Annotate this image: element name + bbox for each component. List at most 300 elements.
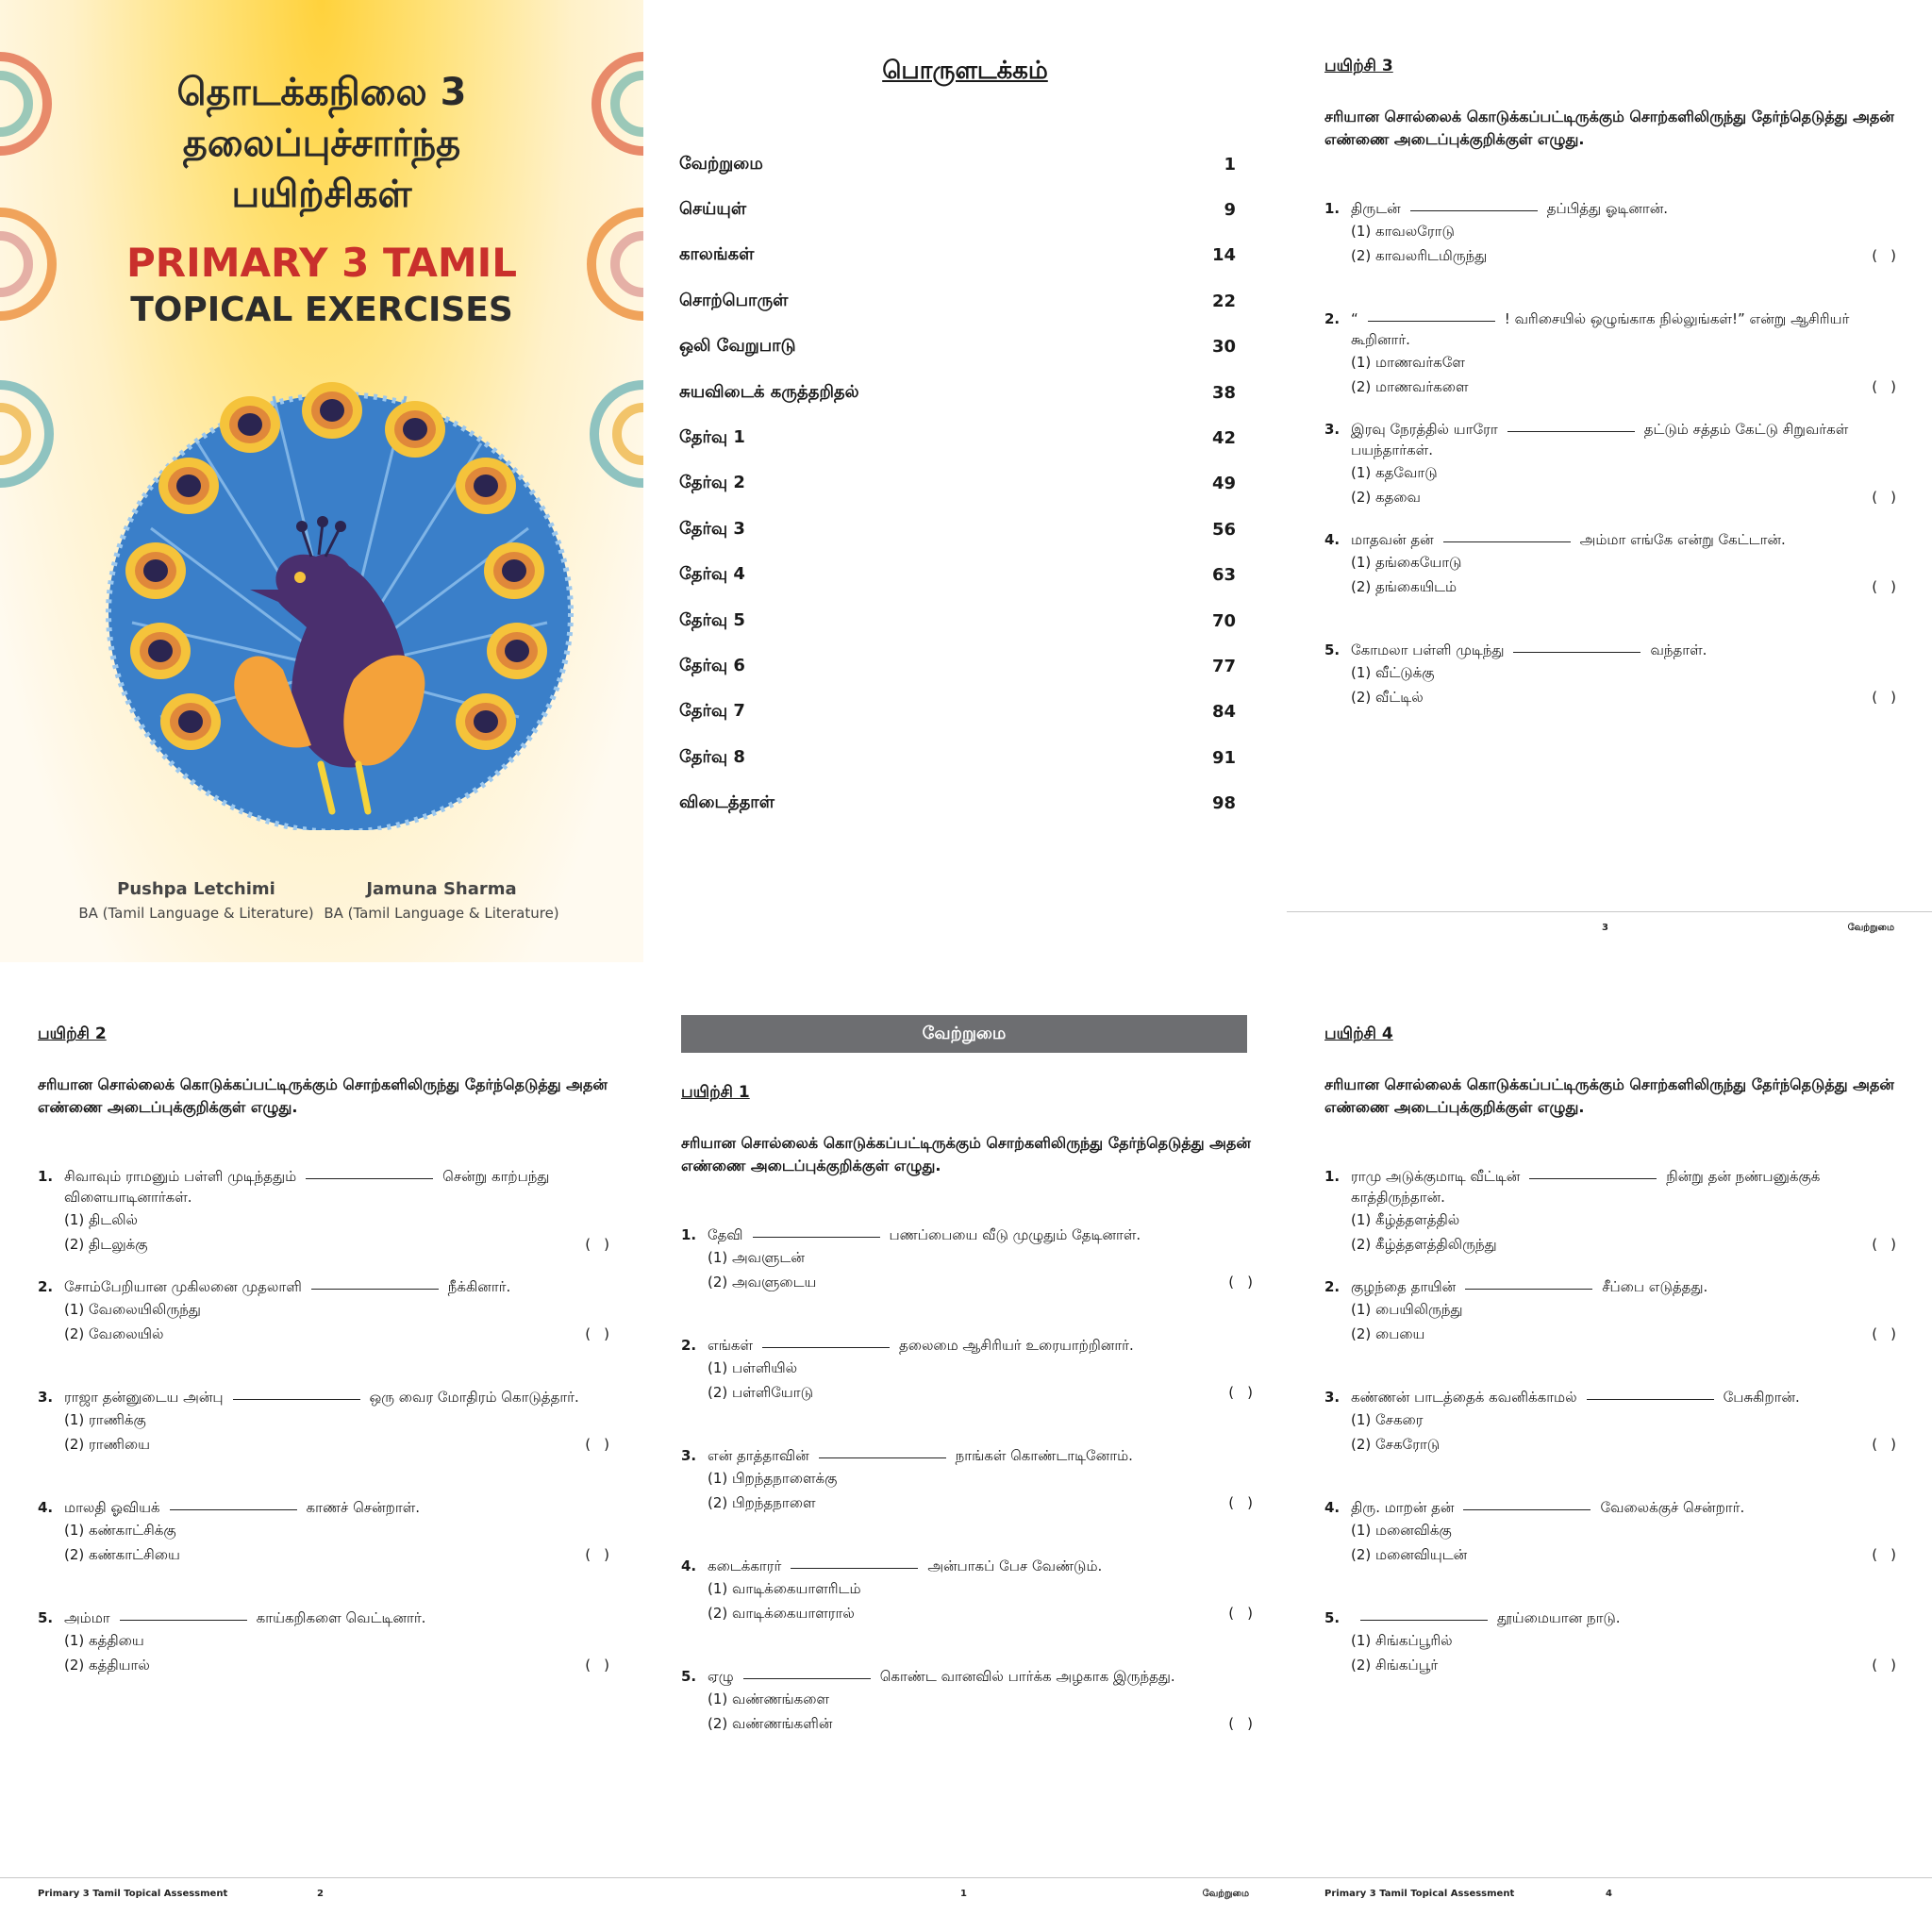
question-number: 2. (1324, 1278, 1341, 1295)
toc-entry-page: 63 (1211, 565, 1236, 586)
exercise-3-page (1287, 0, 1932, 962)
question-text-before: எங்கள் (708, 1337, 753, 1354)
answer-blank (1463, 1497, 1591, 1510)
toc-entry-page: 98 (1211, 793, 1236, 814)
question-number: 2. (1324, 310, 1341, 327)
toc-entry-label: சுயவிடைக் கருத்தறிதல் (679, 381, 859, 402)
question (681, 1445, 1266, 1515)
question-text-before: ஏழு (708, 1668, 734, 1685)
option-number: (2) (1351, 489, 1372, 506)
toc-entry-page: 30 (1211, 337, 1236, 358)
answer-bracket[interactable]: () (1872, 1546, 1909, 1563)
option-text: வண்ணங்களின் (732, 1715, 833, 1732)
cover-title-tamil-line-2: தலைப்புச்சார்ந்த (182, 122, 461, 165)
footer-rule (1287, 1877, 1932, 1878)
question (681, 1556, 1266, 1625)
toc-entry-label: தேர்வு 4 (679, 564, 745, 585)
question-text-before: ராஜா தன்னுடைய அன்பு (64, 1389, 224, 1406)
answer-bracket[interactable]: () (1872, 689, 1909, 706)
answer-option (1324, 350, 1909, 375)
question-text-after: ஒரு வைர மோதிரம் கொடுத்தார். (369, 1389, 579, 1406)
answer-option (38, 1322, 623, 1346)
answer-option (1324, 1232, 1909, 1257)
toc-entry-page: 56 (1211, 519, 1236, 540)
question-text-continued: காத்திருந்தான். (1351, 1189, 1445, 1206)
answer-option (681, 1466, 1266, 1491)
option-text: கண்காட்சிக்கு (89, 1522, 176, 1539)
question-text-before: “ (1351, 310, 1358, 327)
option-number: (1) (708, 1249, 728, 1266)
toc-entry[interactable] (679, 780, 1236, 825)
question (1324, 1607, 1909, 1677)
question (1324, 529, 1909, 599)
exercise-instruction: சரியான சொல்லைக் கொடுக்கப்பட்டிருக்கும் சொற்களிலிருந்து தேர்ந்தெடுத்து அதன் எண்ணை அடைப்புக்குறிக்குள் எழுது. (681, 1134, 1251, 1174)
answer-bracket[interactable]: () (1228, 1274, 1266, 1291)
option-number: (1) (1351, 664, 1372, 681)
option-text: கதவை (1375, 489, 1421, 506)
question-text-before: தேவி (708, 1226, 743, 1243)
answer-blank (1465, 1276, 1592, 1290)
answer-option (681, 1380, 1266, 1405)
question-text-continued: கூறினார். (1351, 331, 1410, 348)
option-text: கண்காட்சியை (89, 1546, 180, 1563)
question-sentence (1324, 1497, 1909, 1518)
toc-entry-label: தேர்வு 8 (679, 746, 745, 767)
question (681, 1335, 1266, 1405)
option-number: (1) (1351, 1522, 1372, 1539)
question (1324, 198, 1909, 268)
toc-entry-label: தேர்வு 1 (679, 427, 745, 448)
toc-entry[interactable] (679, 187, 1236, 232)
option-number: (2) (1351, 378, 1372, 395)
question (1324, 419, 1909, 509)
option-number: (2) (708, 1605, 728, 1622)
option-number: (1) (1351, 1301, 1372, 1318)
toc-entry[interactable] (679, 735, 1236, 780)
footer-rule (643, 1877, 1287, 1878)
answer-bracket[interactable]: () (1872, 578, 1909, 595)
toc-entry[interactable] (679, 553, 1236, 598)
option-text: சேகரை (1375, 1411, 1424, 1428)
question-sentence (1324, 1387, 1909, 1407)
question (681, 1666, 1266, 1736)
question-text-before: சிவாவும் ராமனும் பள்ளி முடிந்ததும் (64, 1168, 297, 1185)
toc-entry[interactable] (679, 325, 1236, 370)
option-text: சிங்கப்பூரில் (1375, 1632, 1453, 1649)
option-text: பள்ளியில் (732, 1359, 798, 1376)
answer-bracket[interactable]: () (585, 1236, 623, 1253)
option-number: (2) (64, 1657, 85, 1674)
question-number: 3. (681, 1447, 697, 1464)
option-text: கதவோடு (1375, 464, 1438, 481)
answer-option (1324, 1322, 1909, 1346)
option-text: வீட்டுக்கு (1375, 664, 1435, 681)
toc-entry-label: விடைத்தாள் (679, 792, 774, 813)
toc-entry-page: 38 (1211, 382, 1236, 403)
answer-option (681, 1601, 1266, 1625)
option-number: (1) (64, 1301, 85, 1318)
question-text-after: பேசுகிறான். (1723, 1389, 1800, 1406)
cover-title-tamil-line-3: பயிற்சிகள் (231, 173, 412, 216)
answer-option (681, 1270, 1266, 1294)
option-text: பிறந்தநாளை (732, 1494, 816, 1511)
answer-blank (233, 1387, 360, 1400)
toc-entry-label: செய்யுள் (679, 199, 747, 220)
exercise-heading: பயிற்சி 1 (681, 1083, 750, 1102)
option-text: காவலரோடு (1375, 223, 1455, 240)
question-text-before: கடைக்காரர் (708, 1557, 782, 1574)
answer-option (38, 1297, 623, 1322)
page-number: 4 (1606, 1889, 1612, 1899)
author-1-name: Pushpa Letchimi (117, 879, 275, 899)
option-number: (2) (708, 1274, 728, 1291)
answer-blank (762, 1335, 890, 1348)
exercise-instruction: சரியான சொல்லைக் கொடுக்கப்பட்டிருக்கும் சொற்களிலிருந்து தேர்ந்தெடுத்து அதன் எண்ணை அடைப்புக்குறிக்குள் எழுது. (1324, 108, 1894, 148)
option-number: (1) (1351, 464, 1372, 481)
toc-entry-page: 70 (1211, 610, 1236, 631)
toc-entry[interactable] (679, 643, 1236, 689)
toc-entry-page: 14 (1211, 245, 1236, 266)
option-number: (2) (64, 1436, 85, 1453)
answer-bracket[interactable]: () (585, 1436, 623, 1453)
question (38, 1387, 623, 1457)
question-number: 2. (38, 1278, 54, 1295)
toc-entry-label: சொற்பொருள் (679, 290, 789, 310)
question-sentence (38, 1387, 623, 1407)
answer-option (681, 1576, 1266, 1601)
answer-blank (1443, 529, 1571, 542)
answer-option (38, 1208, 623, 1232)
toc-entry[interactable] (679, 233, 1236, 278)
answer-blank (1513, 640, 1641, 653)
question-sentence (1324, 198, 1909, 219)
answer-option (38, 1518, 623, 1542)
toc-entry[interactable] (679, 598, 1236, 643)
toc-entry-label: தேர்வு 3 (679, 518, 745, 539)
question-text-after: காணச் சென்றாள். (306, 1499, 420, 1516)
toc-entry[interactable] (679, 507, 1236, 552)
option-number: (1) (1351, 554, 1372, 571)
toc-entry[interactable] (679, 370, 1236, 415)
answer-option (1324, 1407, 1909, 1432)
toc-entry-label: தேர்வு 6 (679, 655, 745, 675)
toc-entry[interactable] (679, 690, 1236, 735)
option-number: (2) (64, 1236, 85, 1253)
answer-bracket[interactable]: () (1872, 1325, 1909, 1342)
answer-option (1324, 660, 1909, 685)
option-text: காவலரிடமிருந்து (1375, 247, 1488, 264)
answer-bracket[interactable]: () (585, 1546, 623, 1563)
page-number: 2 (317, 1889, 324, 1899)
answer-option (1324, 243, 1909, 268)
answer-bracket[interactable]: () (585, 1657, 623, 1674)
option-number: (2) (1351, 1325, 1372, 1342)
answer-blank (120, 1607, 247, 1621)
answer-bracket[interactable]: () (1872, 247, 1909, 264)
question-sentence (681, 1224, 1266, 1245)
footer-book-title: Primary 3 Tamil Topical Assessment (38, 1889, 228, 1899)
question-text-after: காய்கறிகளை வெட்டினார். (256, 1609, 426, 1626)
answer-bracket[interactable]: () (1228, 1494, 1266, 1511)
answer-blank (753, 1224, 880, 1238)
exercise-instruction: சரியான சொல்லைக் கொடுக்கப்பட்டிருக்கும் சொற்களிலிருந்து தேர்ந்தெடுத்து அதன் எண்ணை அடைப்புக்குறிக்குள் எழுது. (38, 1075, 608, 1116)
option-number: (1) (64, 1211, 85, 1228)
exercise-2-page (0, 962, 643, 1932)
toc-entry-page: 22 (1211, 291, 1236, 311)
question-sentence (38, 1497, 623, 1518)
question-text-before: கோமலா பள்ளி முடிந்து (1351, 641, 1505, 658)
toc-entry-page: 9 (1224, 200, 1236, 221)
toc-entry-page: 91 (1211, 747, 1236, 768)
question-number: 5. (38, 1609, 54, 1626)
toc-entry-label: காலங்கள் (679, 244, 755, 265)
toc-entry[interactable] (679, 142, 1236, 187)
answer-option (1324, 1518, 1909, 1542)
question-text-after: பணப்பையை வீடு முழுதும் தேடினாள். (889, 1226, 1141, 1243)
question-text-before: ராமு அடுக்குமாடி வீட்டின் (1351, 1168, 1521, 1185)
option-text: அவளுடைய (732, 1274, 817, 1291)
option-number: (1) (64, 1411, 85, 1428)
question-text-after: சீப்பை எடுத்தது. (1602, 1278, 1708, 1295)
answer-option (1324, 219, 1909, 243)
answer-blank (1410, 198, 1538, 211)
option-number: (2) (1351, 1657, 1372, 1674)
option-number: (2) (64, 1325, 85, 1342)
answer-option (38, 1653, 623, 1677)
option-number: (1) (708, 1690, 728, 1707)
answer-option (681, 1711, 1266, 1736)
answer-blank (1360, 1607, 1488, 1621)
answer-option (1324, 1542, 1909, 1567)
option-text: தங்கையிடம் (1375, 578, 1457, 595)
question-sentence (681, 1335, 1266, 1356)
option-text: தங்கையோடு (1375, 554, 1462, 571)
question-text-after: வேலைக்குச் சென்றார். (1600, 1499, 1745, 1516)
toc-entry-label: வேற்றுமை (679, 153, 763, 174)
option-number: (1) (1351, 1211, 1372, 1228)
answer-blank (1368, 308, 1495, 322)
answer-blank (743, 1666, 871, 1679)
answer-bracket[interactable]: () (1228, 1384, 1266, 1401)
option-text: அவளுடன் (732, 1249, 805, 1266)
toc-entry[interactable] (679, 415, 1236, 460)
peacock-illustration (85, 358, 594, 830)
toc-list (679, 142, 1236, 826)
section-banner: வேற்றுமை (681, 1015, 1247, 1053)
answer-option (681, 1687, 1266, 1711)
toc-entry-page: 49 (1211, 474, 1236, 494)
option-text: வாடிக்கையாளரால் (732, 1605, 855, 1622)
question-text-continued: பயந்தார்கள். (1351, 441, 1433, 458)
answer-option (1324, 575, 1909, 599)
option-text: கீழ்த்தளத்தில் (1375, 1211, 1460, 1228)
answer-bracket[interactable]: () (1228, 1605, 1266, 1622)
answer-bracket[interactable]: () (1872, 1436, 1909, 1453)
option-text: சிங்கப்பூர் (1375, 1657, 1439, 1674)
option-number: (2) (64, 1546, 85, 1563)
option-number: (2) (1351, 1236, 1372, 1253)
option-text: வேலையில் (89, 1325, 164, 1342)
option-text: கத்தியால் (89, 1657, 150, 1674)
author-2 (319, 879, 564, 922)
option-text: வண்ணங்களை (732, 1690, 829, 1707)
question-sentence (1324, 1276, 1909, 1297)
question-text-after: ! வரிசையில் ஒழுங்காக நில்லுங்கள்!” என்று ஆசிரியர் (1504, 310, 1850, 327)
question-sentence (1324, 419, 1909, 440)
question (1324, 308, 1909, 399)
exercise-instruction: சரியான சொல்லைக் கொடுக்கப்பட்டிருக்கும் சொற்களிலிருந்து தேர்ந்தெடுத்து அதன் எண்ணை அடைப்புக்குறிக்குள் எழுது. (1324, 1075, 1894, 1116)
question-text-before: அம்மா (64, 1609, 110, 1626)
exercise-heading: பயிற்சி 4 (1324, 1024, 1393, 1043)
option-number: (1) (1351, 1411, 1372, 1428)
answer-option (681, 1245, 1266, 1270)
author-1-degree: BA (Tamil Language & Literature) (78, 905, 314, 922)
option-text: மனைவியுடன் (1375, 1546, 1468, 1563)
exercise-1-page (643, 962, 1287, 1932)
answer-option (1324, 460, 1909, 485)
question (1324, 1276, 1909, 1346)
cover-subtitle-english: TOPICAL EXERCISES (130, 291, 513, 329)
answer-option (681, 1491, 1266, 1515)
question-sentence (38, 1276, 623, 1297)
answer-bracket[interactable]: () (1872, 1657, 1909, 1674)
question (1324, 1497, 1909, 1567)
question-number: 3. (1324, 1389, 1341, 1406)
answer-bracket[interactable]: () (585, 1325, 623, 1342)
answer-blank (791, 1556, 918, 1569)
question-number: 4. (1324, 1499, 1341, 1516)
answer-option (1324, 685, 1909, 709)
option-text: கீழ்த்தளத்திலிருந்து (1375, 1236, 1497, 1253)
question (38, 1166, 623, 1257)
toc-entry-label: ஒலி வேறுபாடு (679, 336, 796, 357)
answer-option (1324, 1297, 1909, 1322)
answer-option (681, 1356, 1266, 1380)
question (1324, 1166, 1909, 1257)
answer-option (38, 1542, 623, 1567)
question-text-after: அம்மா எங்கே என்று கேட்டான். (1579, 531, 1786, 548)
toc-entry[interactable] (679, 278, 1236, 324)
toc-title: பொருளடக்கம் (882, 57, 1048, 85)
question-number: 1. (681, 1226, 697, 1243)
question-text-after: கொண்ட வானவில் பார்க்க அழகாக இருந்தது. (879, 1668, 1175, 1685)
answer-blank (1529, 1166, 1657, 1179)
question-number: 1. (38, 1168, 54, 1185)
option-number: (2) (1351, 247, 1372, 264)
question-sentence (681, 1666, 1266, 1687)
option-number: (1) (1351, 354, 1372, 371)
question-text-before: திரு. மாறன் தன் (1351, 1499, 1455, 1516)
option-text: பையிலிருந்து (1375, 1301, 1463, 1318)
answer-blank (170, 1497, 297, 1510)
question-text-after: தப்பித்து ஓடினான். (1546, 200, 1669, 217)
question (681, 1224, 1266, 1294)
answer-option (1324, 1208, 1909, 1232)
question-text-after: நாங்கள் கொண்டாடினோம். (955, 1447, 1133, 1464)
answer-bracket[interactable]: () (1872, 1236, 1909, 1253)
option-text: வேலையிலிருந்து (89, 1301, 201, 1318)
question-text-before: சோம்பேறியான முகிலனை முதலாளி (64, 1278, 302, 1295)
answer-option (1324, 1432, 1909, 1457)
option-text: கத்தியை (89, 1632, 144, 1649)
question-sentence (1324, 308, 1909, 329)
question-text-after: அன்பாகப் பேச வேண்டும். (927, 1557, 1103, 1574)
question (1324, 1387, 1909, 1457)
option-number: (1) (708, 1359, 728, 1376)
question-sentence (681, 1445, 1266, 1466)
question-text-continued: விளையாடினார்கள். (64, 1189, 192, 1206)
answer-blank (311, 1276, 439, 1290)
answer-blank (819, 1445, 946, 1458)
question-number: 5. (1324, 1609, 1341, 1626)
author-1 (74, 879, 319, 922)
answer-bracket[interactable]: () (1872, 378, 1909, 395)
toc-entry-label: தேர்வு 2 (679, 473, 745, 493)
page-number: 3 (1602, 923, 1608, 933)
toc-entry-label: தேர்வு 5 (679, 609, 745, 630)
question-sentence (1324, 1166, 1909, 1187)
option-text: வீட்டில் (1375, 689, 1424, 706)
question-number: 1. (1324, 1168, 1341, 1185)
question-text-before: குழந்தை தாயின் (1351, 1278, 1457, 1295)
question-sentence (38, 1607, 623, 1628)
toc-entry[interactable] (679, 461, 1236, 507)
question-sentence (681, 1556, 1266, 1576)
option-text: ராணியை (89, 1436, 150, 1453)
author-2-name: Jamuna Sharma (366, 879, 517, 899)
question-text-before: கண்ணன் பாடத்தைக் கவனிக்காமல் (1351, 1389, 1577, 1406)
answer-bracket[interactable]: () (1228, 1715, 1266, 1732)
question-sentence (1324, 1607, 1909, 1628)
option-text: பள்ளியோடு (732, 1384, 814, 1401)
question-text-after: தட்டும் சத்தம் கேட்டு சிறுவர்கள் (1643, 421, 1849, 438)
option-number: (1) (708, 1470, 728, 1487)
question-sentence (38, 1166, 623, 1187)
toc-entry-label: தேர்வு 7 (679, 701, 745, 722)
author-2-degree: BA (Tamil Language & Literature) (324, 905, 559, 922)
question-number: 4. (38, 1499, 54, 1516)
footer-section: வேற்றுமை (1202, 1889, 1249, 1899)
question-number: 2. (681, 1337, 697, 1354)
question-text-after: தூய்மையான நாடு. (1497, 1609, 1621, 1626)
answer-blank (306, 1166, 433, 1179)
option-number: (2) (708, 1384, 728, 1401)
option-text: மனைவிக்கு (1375, 1522, 1452, 1539)
page-number: 1 (960, 1889, 967, 1899)
option-number: (1) (708, 1580, 728, 1597)
question-number: 1. (1324, 200, 1341, 217)
question (1324, 640, 1909, 709)
question-text-before: என் தாத்தாவின் (708, 1447, 809, 1464)
option-number: (1) (64, 1632, 85, 1649)
toc-entry-page: 1 (1224, 154, 1236, 175)
option-text: ராணிக்கு (89, 1411, 146, 1428)
answer-option (38, 1232, 623, 1257)
answer-option (38, 1628, 623, 1653)
option-number: (2) (708, 1494, 728, 1511)
answer-option (1324, 550, 1909, 575)
option-text: சேகரோடு (1375, 1436, 1441, 1453)
answer-bracket[interactable]: () (1872, 489, 1909, 506)
question-text-before: இரவு நேரத்தில் யாரோ (1351, 421, 1498, 438)
table-of-contents-page (643, 0, 1287, 962)
exercise-heading: பயிற்சி 3 (1324, 57, 1393, 75)
question-text-after: நீக்கினார். (447, 1278, 511, 1295)
footer-book-title: Primary 3 Tamil Topical Assessment (1324, 1889, 1515, 1899)
answer-option (1324, 1653, 1909, 1677)
question-text-after: நின்று தன் நண்பனுக்குக் (1666, 1168, 1821, 1185)
question (38, 1497, 623, 1567)
